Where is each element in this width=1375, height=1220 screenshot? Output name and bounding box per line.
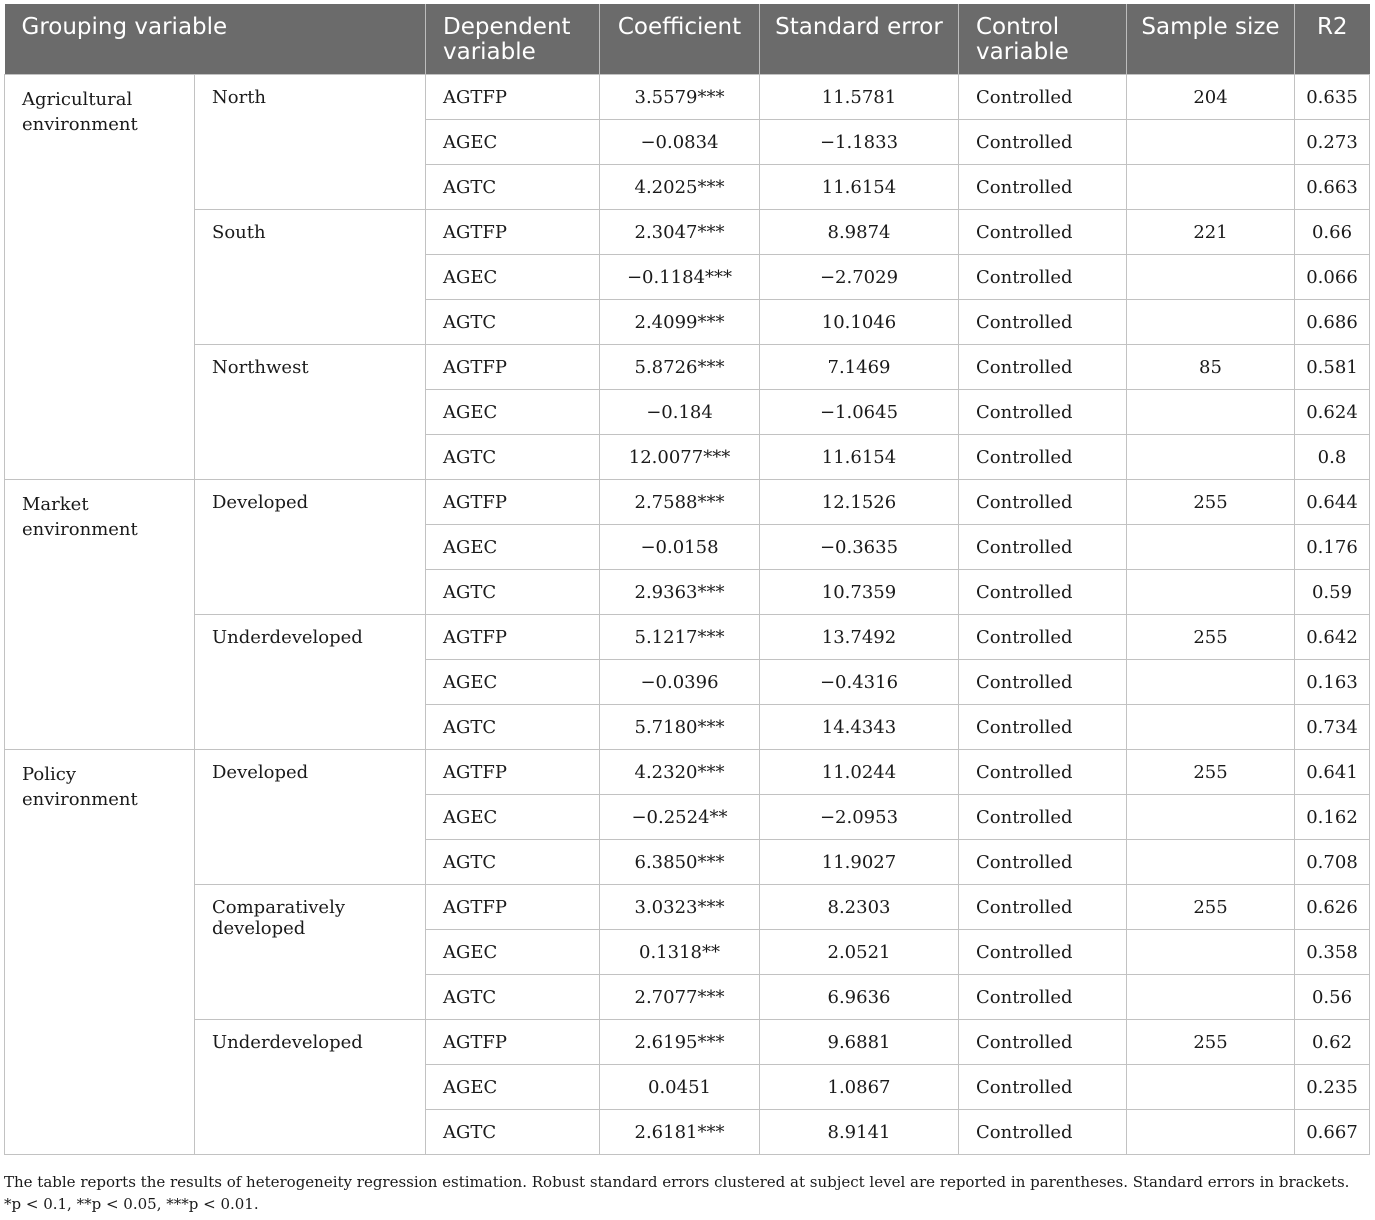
r2-cell: 0.708	[1295, 840, 1370, 885]
r2-cell: 0.176	[1295, 525, 1370, 570]
table-row	[5, 75, 1370, 120]
control-variable-cell: Controlled	[959, 615, 1127, 660]
sample-size-cell	[1127, 975, 1295, 1020]
coefficient-cell: −0.2524**	[600, 795, 760, 840]
standard-error-cell: 2.0521	[760, 930, 959, 975]
table-body	[5, 75, 1370, 1155]
group-label-cell: Market environment	[5, 480, 195, 750]
coefficient-cell: 2.3047***	[600, 210, 760, 255]
r2-cell: 0.581	[1295, 345, 1370, 390]
sample-size-cell	[1127, 435, 1295, 480]
r2-cell: 0.667	[1295, 1110, 1370, 1155]
table-row	[5, 1020, 1370, 1065]
dependent-variable-cell: AGTC	[426, 705, 600, 750]
subgroup-label-cell: Developed	[195, 480, 426, 615]
control-variable-cell: Controlled	[959, 1110, 1127, 1155]
control-variable-cell: Controlled	[959, 345, 1127, 390]
coefficient-cell: 3.0323***	[600, 885, 760, 930]
standard-error-cell: 8.2303	[760, 885, 959, 930]
sample-size-cell	[1127, 255, 1295, 300]
standard-error-cell: −1.1833	[760, 120, 959, 165]
r2-cell: 0.734	[1295, 705, 1370, 750]
header-standard-error: Standard error	[760, 4, 959, 75]
standard-error-cell: 9.6881	[760, 1020, 959, 1065]
r2-cell: 0.162	[1295, 795, 1370, 840]
sample-size-cell	[1127, 525, 1295, 570]
dependent-variable-cell: AGTFP	[426, 750, 600, 795]
standard-error-cell: 13.7492	[760, 615, 959, 660]
standard-error-cell: 11.6154	[760, 165, 959, 210]
table-row	[5, 885, 1370, 930]
header-control-variable: Control variable	[959, 4, 1127, 75]
sample-size-cell: 255	[1127, 750, 1295, 795]
group-label-cell: Agricultural environment	[5, 75, 195, 480]
subgroup-label-cell: Developed	[195, 750, 426, 885]
header-grouping-variable: Grouping variable	[5, 4, 426, 75]
standard-error-cell: 10.1046	[760, 300, 959, 345]
sample-size-cell	[1127, 1065, 1295, 1110]
control-variable-cell: Controlled	[959, 120, 1127, 165]
coefficient-cell: 12.0077***	[600, 435, 760, 480]
dependent-variable-cell: AGTC	[426, 300, 600, 345]
control-variable-cell: Controlled	[959, 480, 1127, 525]
r2-cell: 0.358	[1295, 930, 1370, 975]
control-variable-cell: Controlled	[959, 975, 1127, 1020]
r2-cell: 0.66	[1295, 210, 1370, 255]
r2-cell: 0.163	[1295, 660, 1370, 705]
sample-size-cell	[1127, 705, 1295, 750]
dependent-variable-cell: AGTC	[426, 435, 600, 480]
control-variable-cell: Controlled	[959, 210, 1127, 255]
standard-error-cell: −2.7029	[760, 255, 959, 300]
coefficient-cell: 3.5579***	[600, 75, 760, 120]
dependent-variable-cell: AGEC	[426, 525, 600, 570]
dependent-variable-cell: AGTC	[426, 1110, 600, 1155]
coefficient-cell: −0.1184***	[600, 255, 760, 300]
sample-size-cell	[1127, 660, 1295, 705]
coefficient-cell: 0.0451	[600, 1065, 760, 1110]
sample-size-cell: 255	[1127, 480, 1295, 525]
r2-cell: 0.635	[1295, 75, 1370, 120]
dependent-variable-cell: AGEC	[426, 390, 600, 435]
r2-cell: 0.066	[1295, 255, 1370, 300]
standard-error-cell: −0.4316	[760, 660, 959, 705]
subgroup-label-cell: North	[195, 75, 426, 210]
sample-size-cell: 221	[1127, 210, 1295, 255]
subgroup-label-cell: Comparatively developed	[195, 885, 426, 1020]
standard-error-cell: 14.4343	[760, 705, 959, 750]
dependent-variable-cell: AGTFP	[426, 75, 600, 120]
standard-error-cell: −2.0953	[760, 795, 959, 840]
sample-size-cell	[1127, 1110, 1295, 1155]
r2-cell: 0.59	[1295, 570, 1370, 615]
coefficient-cell: 2.6181***	[600, 1110, 760, 1155]
coefficient-cell: 2.7077***	[600, 975, 760, 1020]
standard-error-cell: 11.0244	[760, 750, 959, 795]
table-footnote: The table reports the results of heterogeneity regression estimation. Robust standard errors clustered at subject level are reported in parentheses. Standard errors in brackets. *p < 0.1, **p < 0.05, ***p < 0.01.	[4, 1173, 1350, 1213]
r2-cell: 0.235	[1295, 1065, 1370, 1110]
r2-cell: 0.626	[1295, 885, 1370, 930]
dependent-variable-cell: AGTFP	[426, 210, 600, 255]
coefficient-cell: 5.1217***	[600, 615, 760, 660]
control-variable-cell: Controlled	[959, 795, 1127, 840]
r2-cell: 0.642	[1295, 615, 1370, 660]
control-variable-cell: Controlled	[959, 390, 1127, 435]
dependent-variable-cell: AGEC	[426, 795, 600, 840]
sample-size-cell	[1127, 840, 1295, 885]
sample-size-cell	[1127, 165, 1295, 210]
standard-error-cell: 11.5781	[760, 75, 959, 120]
sample-size-cell	[1127, 300, 1295, 345]
control-variable-cell: Controlled	[959, 660, 1127, 705]
coefficient-cell: 5.7180***	[600, 705, 760, 750]
dependent-variable-cell: AGTC	[426, 165, 600, 210]
dependent-variable-cell: AGTFP	[426, 480, 600, 525]
sample-size-cell: 255	[1127, 1020, 1295, 1065]
standard-error-cell: 6.9636	[760, 975, 959, 1020]
standard-error-cell: 11.9027	[760, 840, 959, 885]
header-dependent-variable: Dependent variable	[426, 4, 600, 75]
r2-cell: 0.686	[1295, 300, 1370, 345]
r2-cell: 0.624	[1295, 390, 1370, 435]
dependent-variable-cell: AGTFP	[426, 615, 600, 660]
r2-cell: 0.641	[1295, 750, 1370, 795]
coefficient-cell: −0.0158	[600, 525, 760, 570]
sample-size-cell: 204	[1127, 75, 1295, 120]
standard-error-cell: −0.3635	[760, 525, 959, 570]
standard-error-cell: 1.0867	[760, 1065, 959, 1110]
subgroup-label-cell: South	[195, 210, 426, 345]
standard-error-cell: 12.1526	[760, 480, 959, 525]
sample-size-cell	[1127, 930, 1295, 975]
table-row	[5, 210, 1370, 255]
coefficient-cell: 0.1318**	[600, 930, 760, 975]
dependent-variable-cell: AGTFP	[426, 885, 600, 930]
dependent-variable-cell: AGTFP	[426, 345, 600, 390]
dependent-variable-cell: AGTC	[426, 975, 600, 1020]
r2-cell: 0.56	[1295, 975, 1370, 1020]
sample-size-cell	[1127, 795, 1295, 840]
control-variable-cell: Controlled	[959, 1020, 1127, 1065]
standard-error-cell: 8.9874	[760, 210, 959, 255]
subgroup-label-cell: Underdeveloped	[195, 615, 426, 750]
header-sample-size: Sample size	[1127, 4, 1295, 75]
control-variable-cell: Controlled	[959, 300, 1127, 345]
group-label-cell: Policy environment	[5, 750, 195, 1155]
sample-size-cell: 255	[1127, 885, 1295, 930]
control-variable-cell: Controlled	[959, 255, 1127, 300]
control-variable-cell: Controlled	[959, 705, 1127, 750]
dependent-variable-cell: AGEC	[426, 930, 600, 975]
control-variable-cell: Controlled	[959, 840, 1127, 885]
control-variable-cell: Controlled	[959, 570, 1127, 615]
dependent-variable-cell: AGTFP	[426, 1020, 600, 1065]
table-row	[5, 345, 1370, 390]
sample-size-cell	[1127, 120, 1295, 165]
coefficient-cell: 4.2025***	[600, 165, 760, 210]
r2-cell: 0.62	[1295, 1020, 1370, 1065]
standard-error-cell: −1.0645	[760, 390, 959, 435]
subgroup-label-cell: Northwest	[195, 345, 426, 480]
table-header	[5, 4, 1370, 75]
r2-cell: 0.8	[1295, 435, 1370, 480]
coefficient-cell: 2.9363***	[600, 570, 760, 615]
coefficient-cell: 5.8726***	[600, 345, 760, 390]
coefficient-cell: −0.0396	[600, 660, 760, 705]
sample-size-cell: 85	[1127, 345, 1295, 390]
dependent-variable-cell: AGTC	[426, 570, 600, 615]
standard-error-cell: 11.6154	[760, 435, 959, 480]
coefficient-cell: −0.0834	[600, 120, 760, 165]
table-container	[4, 4, 1369, 1155]
sample-size-cell	[1127, 390, 1295, 435]
table-row	[5, 615, 1370, 660]
coefficient-cell: 4.2320***	[600, 750, 760, 795]
dependent-variable-cell: AGEC	[426, 1065, 600, 1110]
r2-cell: 0.663	[1295, 165, 1370, 210]
control-variable-cell: Controlled	[959, 750, 1127, 795]
control-variable-cell: Controlled	[959, 885, 1127, 930]
coefficient-cell: 2.7588***	[600, 480, 760, 525]
header-row	[5, 4, 1370, 75]
regression-table	[4, 4, 1370, 1155]
coefficient-cell: 2.6195***	[600, 1020, 760, 1065]
control-variable-cell: Controlled	[959, 75, 1127, 120]
sample-size-cell: 255	[1127, 615, 1295, 660]
control-variable-cell: Controlled	[959, 525, 1127, 570]
dependent-variable-cell: AGEC	[426, 255, 600, 300]
header-r2: R2	[1295, 4, 1370, 75]
coefficient-cell: 6.3850***	[600, 840, 760, 885]
control-variable-cell: Controlled	[959, 1065, 1127, 1110]
control-variable-cell: Controlled	[959, 435, 1127, 480]
r2-cell: 0.273	[1295, 120, 1370, 165]
coefficient-cell: 2.4099***	[600, 300, 760, 345]
control-variable-cell: Controlled	[959, 165, 1127, 210]
control-variable-cell: Controlled	[959, 930, 1127, 975]
standard-error-cell: 7.1469	[760, 345, 959, 390]
dependent-variable-cell: AGEC	[426, 660, 600, 705]
subgroup-label-cell: Underdeveloped	[195, 1020, 426, 1155]
table-row	[5, 750, 1370, 795]
r2-cell: 0.644	[1295, 480, 1370, 525]
standard-error-cell: 8.9141	[760, 1110, 959, 1155]
dependent-variable-cell: AGEC	[426, 120, 600, 165]
sample-size-cell	[1127, 570, 1295, 615]
standard-error-cell: 10.7359	[760, 570, 959, 615]
coefficient-cell: −0.184	[600, 390, 760, 435]
header-coefficient: Coefficient	[600, 4, 760, 75]
table-row	[5, 480, 1370, 525]
dependent-variable-cell: AGTC	[426, 840, 600, 885]
